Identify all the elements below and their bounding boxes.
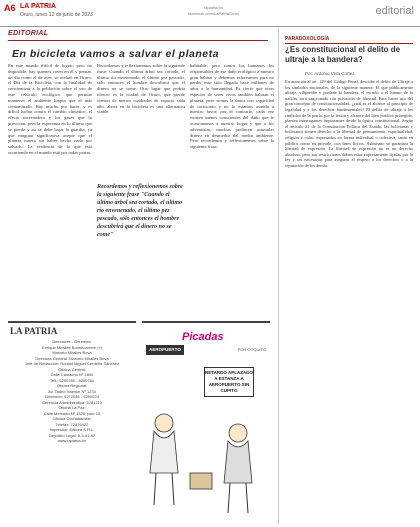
opinion-divider [285, 43, 413, 44]
header-web[interactable]: lapatria.bo [204, 5, 223, 10]
header-date: Oruro, lunes 12 de junio de 2023 [20, 12, 93, 18]
masthead-line: Oficina Cochabamba: [52, 416, 92, 421]
person-right-icon [224, 424, 252, 513]
masthead-line: Depósito Legal: 8-3-41-87 [48, 432, 96, 438]
cartoon-illustration [142, 323, 270, 523]
cartoon-author: POR COQUITO [237, 347, 266, 352]
opinion-title: ¿Es constitucional el delito de ultraje a la bandera? [285, 45, 401, 64]
masthead-line: Directores - Gerentes: [52, 339, 92, 344]
masthead-line: Calle Camacho Nº 1892 [50, 372, 94, 377]
airport-sign: AEROPUERTO [146, 345, 184, 355]
editorial-column-3: habitable, pero somos los humanos los responsables de ese daño ecológico a nuestro gran hábitat y debemos esforzarnos para no perder este sitio llegado hace millones de años a la humanidad. Es cierto que otras especies de seres vivos también habitan el planeta, pero somos la única con capacidad de raciocinio y no lo estamos usando a nuestro favor; por el contrario, cada vez existen menos conscientes del daño que le ocasionamos a nuestro hogar y que a los adventistas, muchos prefieren acumular dinero en desmedro del medio ambiente. Pero recordemos y reflexionemos sobre la siguiente frase. [190, 63, 274, 150]
masthead-line: Oficina Regional: [56, 383, 88, 388]
masthead-line: Enrique Miralles Bonnecarrere (†) [41, 344, 103, 350]
masthead-line: Telf.: 5250780 - 5250781 [49, 377, 95, 383]
masthead-line: Marcelo Miralles Bova [52, 350, 92, 355]
opinion-author: Por: Antonio Vera Cortez [305, 71, 355, 76]
header-logo: LA PATRIA [20, 3, 57, 10]
masthead-line: Oficina La Paz: [58, 405, 86, 410]
cartoon-brand: Picadas [182, 331, 224, 343]
editorial-divider [8, 40, 268, 41]
masthead-line: Telefax: 72876422 [55, 421, 89, 427]
masthead-line: Dirección: 5272046 - 5280024 [45, 394, 99, 399]
masthead-list [8, 339, 136, 444]
opinion-body: En atención al art. 129 del Código Penal, describe el delito de Ultraje a los símbolos nacionales, de la siguiente manera: El que públicamente ultraje, vilipendie o profane la bandera, el escudo o el himno de la nación, será sancionado con privación de libertad. Para hacer uso del gran concepto de constitucionalidad, ¿cuál es el alcance al principio de legalidad y a los derechos fundamentales? El delito de ultraje a los símbolos de la patria, por la lesión y alcance del bien jurídico protegido, plantea interrogantes importantes desde la óptica constitucional. Según el artículo 21 de la Constitución Política del Estado, las bolivianas y bolivianos tienen derecho a la libertad de pensamiento, espiritualidad, religión y culto, expresados en forma individual o colectiva, tanto en público como en privado, con fines lícitos. Asimismo se garantiza la libertad de expresión. La libertad de expresión no es un derecho absoluto, pero sus restricciones deben estar expresamente fijadas por la ley y ser necesarias para asegurar el respeto a los derechos o a la reputación de los demás. [285, 79, 413, 168]
editorial-headline: En bicicleta vamos a salvar el planeta [12, 48, 219, 60]
masthead-line: Jefe de Redacción: Ronald Miguel Cerdeña Sánchez [24, 361, 120, 366]
masthead-line: Directora General: Marcelo Miralles Bova [35, 355, 109, 361]
masthead-line: Gerencia Administrativa: 5281213 [41, 399, 103, 405]
editorial-pull-quote: Recordemos y reflexionemos sobre la siguiente frase "Cuando el último árbol sea cortado, el último río envenenado, el último pez pescado, sólo entonces el hombre descubrirá que el dinero no se come" [97, 184, 183, 238]
masthead-line: Oficina Central: [58, 366, 86, 372]
section-title: editorial [375, 5, 414, 17]
masthead-line: Calle Mercado Nº 1328, piso 10 [43, 410, 101, 416]
person-left-icon [150, 414, 178, 505]
masthead-line[interactable]: www.lapatria.bo [57, 438, 87, 443]
editorial-column-2: Recordemos y reflexionemos sobre la siguiente frase: Cuando el último árbol sea cortado, el último río envenenado, el último pez pescado, sólo entonces el hombre descubrirá que el dinero no se come. Otro lugar que podría ofrecer es la ciudad de Oruro, que pierde cientos de metros cuadrados de espacio cada año, ahora en la bicicleta es una alternativa viable. [97, 63, 185, 115]
opinion-tag: PARADOXOLOGÍA [285, 36, 330, 42]
cartoon-sign: RETARDO APLAZADO A ESTANZA A AEROPUERTO SIN CUPITO [204, 367, 254, 397]
page-number: A6 [4, 3, 16, 13]
masthead-title: LA PATRIA [10, 326, 58, 336]
suitcase-icon [190, 473, 212, 489]
editorial-column-1: En este mundo difícil de lograr, pero no imposible, hay quienes creen en él y pensar, un día como el de ayer, se realizó en Oruro, el Día de la Bicicleta, con la finalidad de concientizar a la población sobre el uso de este vehículo ecológico que permite mantener el ambiente limpio que el más contaminado. Hay mucho por hacer, y es difícil luchar contra el cambio climático, el efecto invernadero y los gases que lo provocan, pero la esperanza en lo último que se pierde y no se debe bajar la guardia, ya que ninguna significativa acepte que el planeta muera sin haber hecho nada por salvarlo. La evidencia de lo que está ocurriendo en el mundo está por todas partes. [8, 63, 92, 155]
masthead-box [8, 321, 136, 523]
masthead-line: Av. Tadeo Haenke Nº 1234 [48, 388, 96, 394]
opinion-column [278, 28, 415, 524]
header-social[interactable]: facebook.com/LaPatriaOruro [188, 11, 240, 16]
masthead-line: Impresión: Editora S.R.L. [49, 427, 95, 432]
cartoon-box [142, 321, 270, 523]
header-web-links [188, 5, 239, 17]
editorial-label: EDITORIAL [8, 30, 49, 37]
page-header [0, 0, 420, 27]
